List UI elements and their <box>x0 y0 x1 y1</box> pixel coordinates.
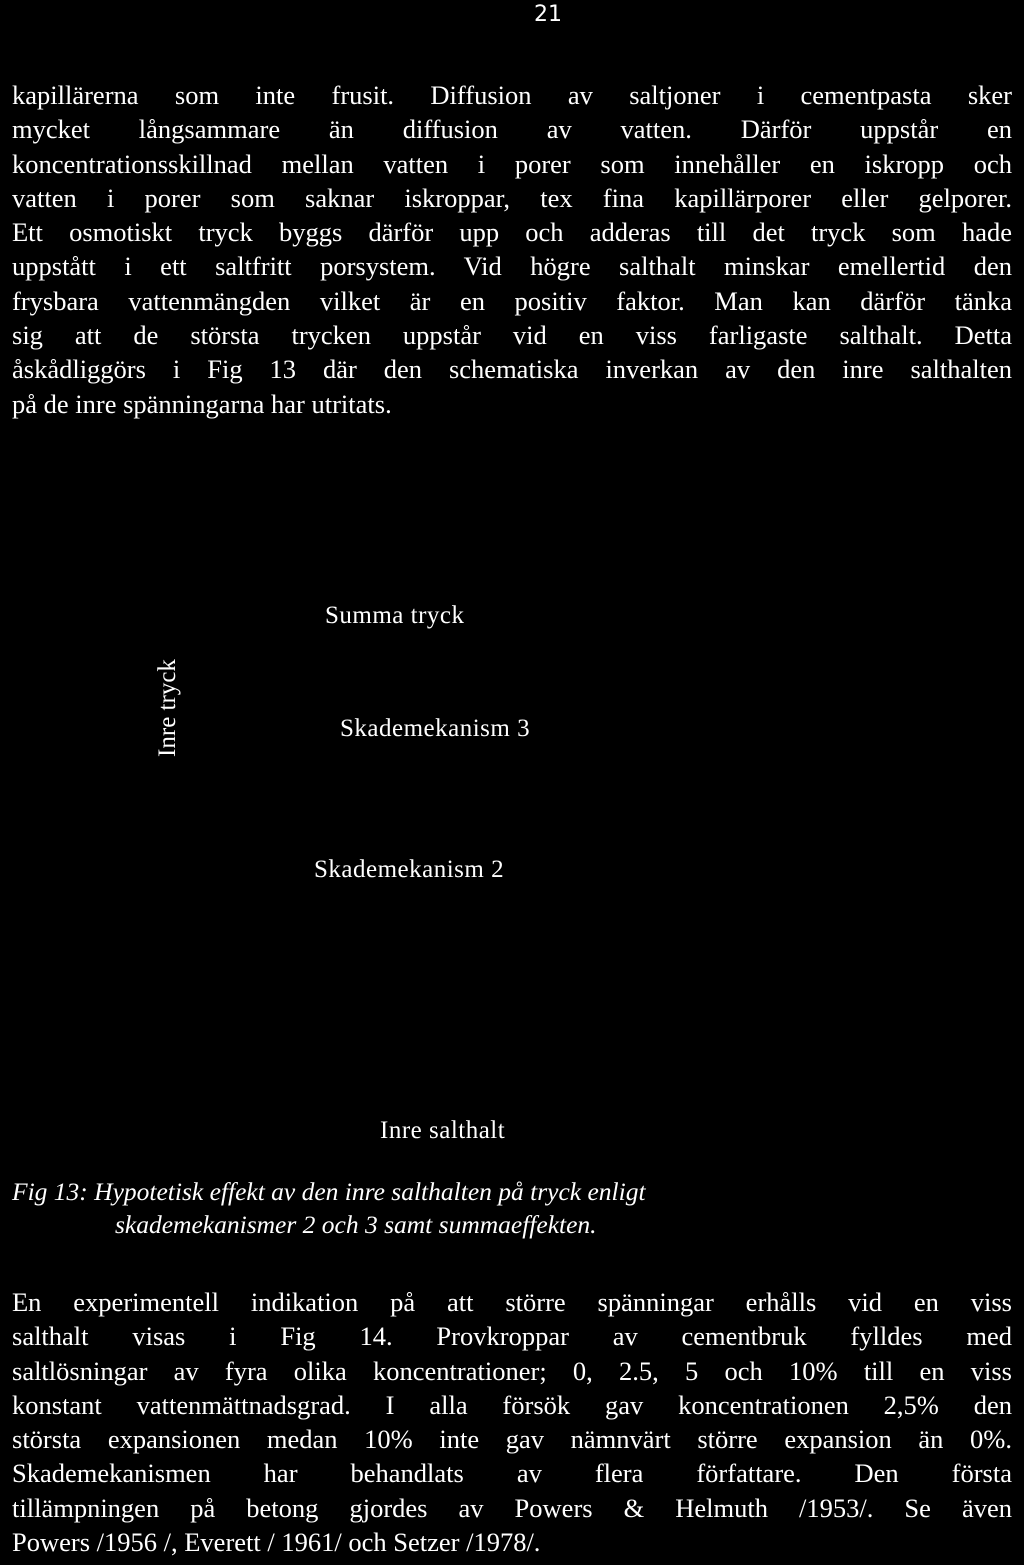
text-line: Ett osmotiskt tryck byggs därför upp och adderas till det tryck som hade <box>12 217 1012 248</box>
text-line: på de inre spänningarna har utritats. <box>12 388 392 419</box>
body-paragraph-1 <box>12 78 1012 421</box>
text-line: kapillärerna som inte frusit. Diffusion av saltjoner i cementpasta sker <box>12 80 1012 110</box>
text-line: koncentrationsskillnad mellan vatten i porer som innehåller en iskropp och <box>12 148 1012 179</box>
text-line: sig att de största trycken uppstår vid en viss farligaste salthalt. Detta <box>12 320 1012 351</box>
body-paragraph-2 <box>12 1285 1012 1559</box>
text-line: mycket långsammare än diffusion av vatten. Därför uppstår en <box>12 114 1012 145</box>
text-line: åskådliggörs i Fig 13 där den schematiska inverkan av den inre salthalten <box>12 354 1012 385</box>
curve-label-summa-tryck: Summa tryck <box>325 602 465 629</box>
curve-label-skademekanism-2: Skademekanism 2 <box>314 856 505 883</box>
figure-caption <box>12 1175 646 1241</box>
text-line: tillämpningen på betong gjordes av Powers & Helmuth /1953/. Se även <box>12 1492 1012 1523</box>
text-line: konstant vattenmättnadsgrad. I alla försök gav koncentrationen 2,5% den <box>12 1389 1012 1420</box>
y-axis-label: Inre tryck <box>154 659 181 757</box>
page-number: 21 <box>534 2 562 27</box>
text-line: En experimentell indikation på att större spänningar erhålls vid en viss <box>12 1287 1012 1317</box>
text-line: uppstått i ett saltfritt porsystem. Vid högre salthalt minskar emellertid den <box>12 251 1012 282</box>
caption-line: Fig 13: Hypotetisk effekt av den inre salthalten på tryck enligt <box>12 1177 646 1206</box>
text-line: Powers /1956 /, Everett / 1961/ och Setzer /1978/. <box>12 1527 541 1558</box>
text-line: vatten i porer som saknar iskroppar, tex fina kapillärporer eller gelporer. <box>12 182 1012 213</box>
figure-13 <box>0 580 1024 1160</box>
x-axis-label: Inre salthalt <box>380 1117 506 1144</box>
caption-line: skademekanismer 2 och 3 samt summaeffekten. <box>115 1210 597 1239</box>
text-line: frysbara vattenmängden vilket är en positiv faktor. Man kan därför tänka <box>12 285 1012 316</box>
text-line: största expansionen medan 10% inte gav nämnvärt större expansion än 0%. <box>12 1424 1012 1455</box>
text-line: salthalt visas i Fig 14. Provkroppar av cementbruk fylldes med <box>12 1321 1012 1352</box>
curve-label-skademekanism-3: Skademekanism 3 <box>340 715 531 742</box>
text-line: Skademekanismen har behandlats av flera författare. Den första <box>12 1458 1012 1489</box>
text-line: saltlösningar av fyra olika koncentrationer; 0, 2.5, 5 och 10% till en viss <box>12 1355 1012 1386</box>
